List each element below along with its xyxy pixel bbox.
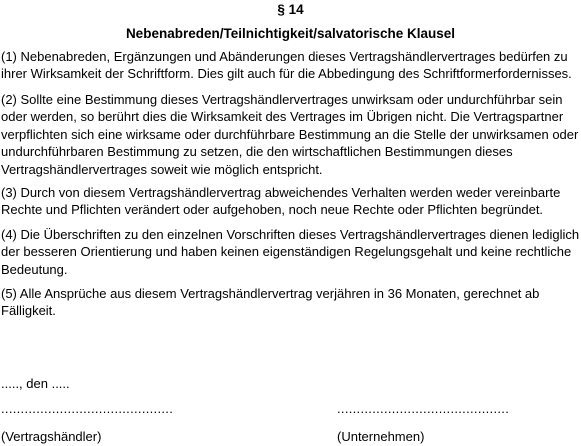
paragraph-line: ihrer Wirksamkeit der Schriftform. Dies gilt auch für die Abbedingung des Schriftformerfordernisses. [1,66,572,82]
paragraph-line: (2) Sollte eine Bestimmung dieses Vertragshändlervertrages unwirksam oder undurchführbar sein [1,92,563,107]
paragraph-line: (4) Die Überschriften zu den einzelnen Vorschriften dieses Vertragshändlervertrages dienen lediglich [1,227,580,242]
paragraph-line: (3) Durch von diesem Vertragshändlervertrag abweichendes Verhalten werden weder vereinbarte [1,185,561,200]
paragraph-line: undurchführbaren Bestimmung zu setzen, die den wirtschaftlichen Bestimmungen dieses [1,144,513,160]
signature-line-right: ............................................ [337,401,510,416]
paragraph-3 [1,184,581,219]
signature-label-company: (Unternehmen) [337,429,425,444]
paragraph-4 [1,226,581,278]
paragraph-line: Fälligkeit. [1,303,56,319]
paragraph-1 [1,48,581,83]
signature-label-dealer: (Vertragshändler) [1,429,102,444]
section-number: § 14 [277,2,304,17]
paragraph-5 [1,285,581,320]
paragraph-line: oder werden, so berührt dies die Wirksamkeit des Vertrages im Übrigen nicht. Die Vertragspartner [1,109,564,125]
section-title: Nebenabreden/Teilnichtigkeit/salvatorische Klausel [125,26,456,41]
place-date-field: ....., den ..... [1,376,70,391]
paragraph-line: (5) Alle Ansprüche aus diesem Vertragshändlervertrag verjähren in 36 Monaten, gerechnet ab [1,286,540,301]
paragraph-line: der besseren Orientierung und haben keinen eigenständigen Regelungsgehalt und keine rechtliche [1,244,572,260]
paragraph-line: (1) Nebenabreden, Ergänzungen und Abänderungen dieses Vertragshändlervertrages bedürfen zu [1,49,568,64]
paragraph-line: Bedeutung. [1,261,68,277]
paragraph-2 [1,91,581,178]
paragraph-line: Rechte und Pflichten verändert oder aufgehoben, noch neue Rechte oder Pflichten begründet. [1,202,544,218]
paragraph-line: Vertragshändlervertrages soweit wie möglich entspricht. [1,161,323,177]
signature-line-left: ............................................ [1,401,174,416]
paragraph-line: verpflichten sich eine wirksame oder durchführbare Bestimmung an die Stelle der unwirksamen oder [1,126,579,142]
